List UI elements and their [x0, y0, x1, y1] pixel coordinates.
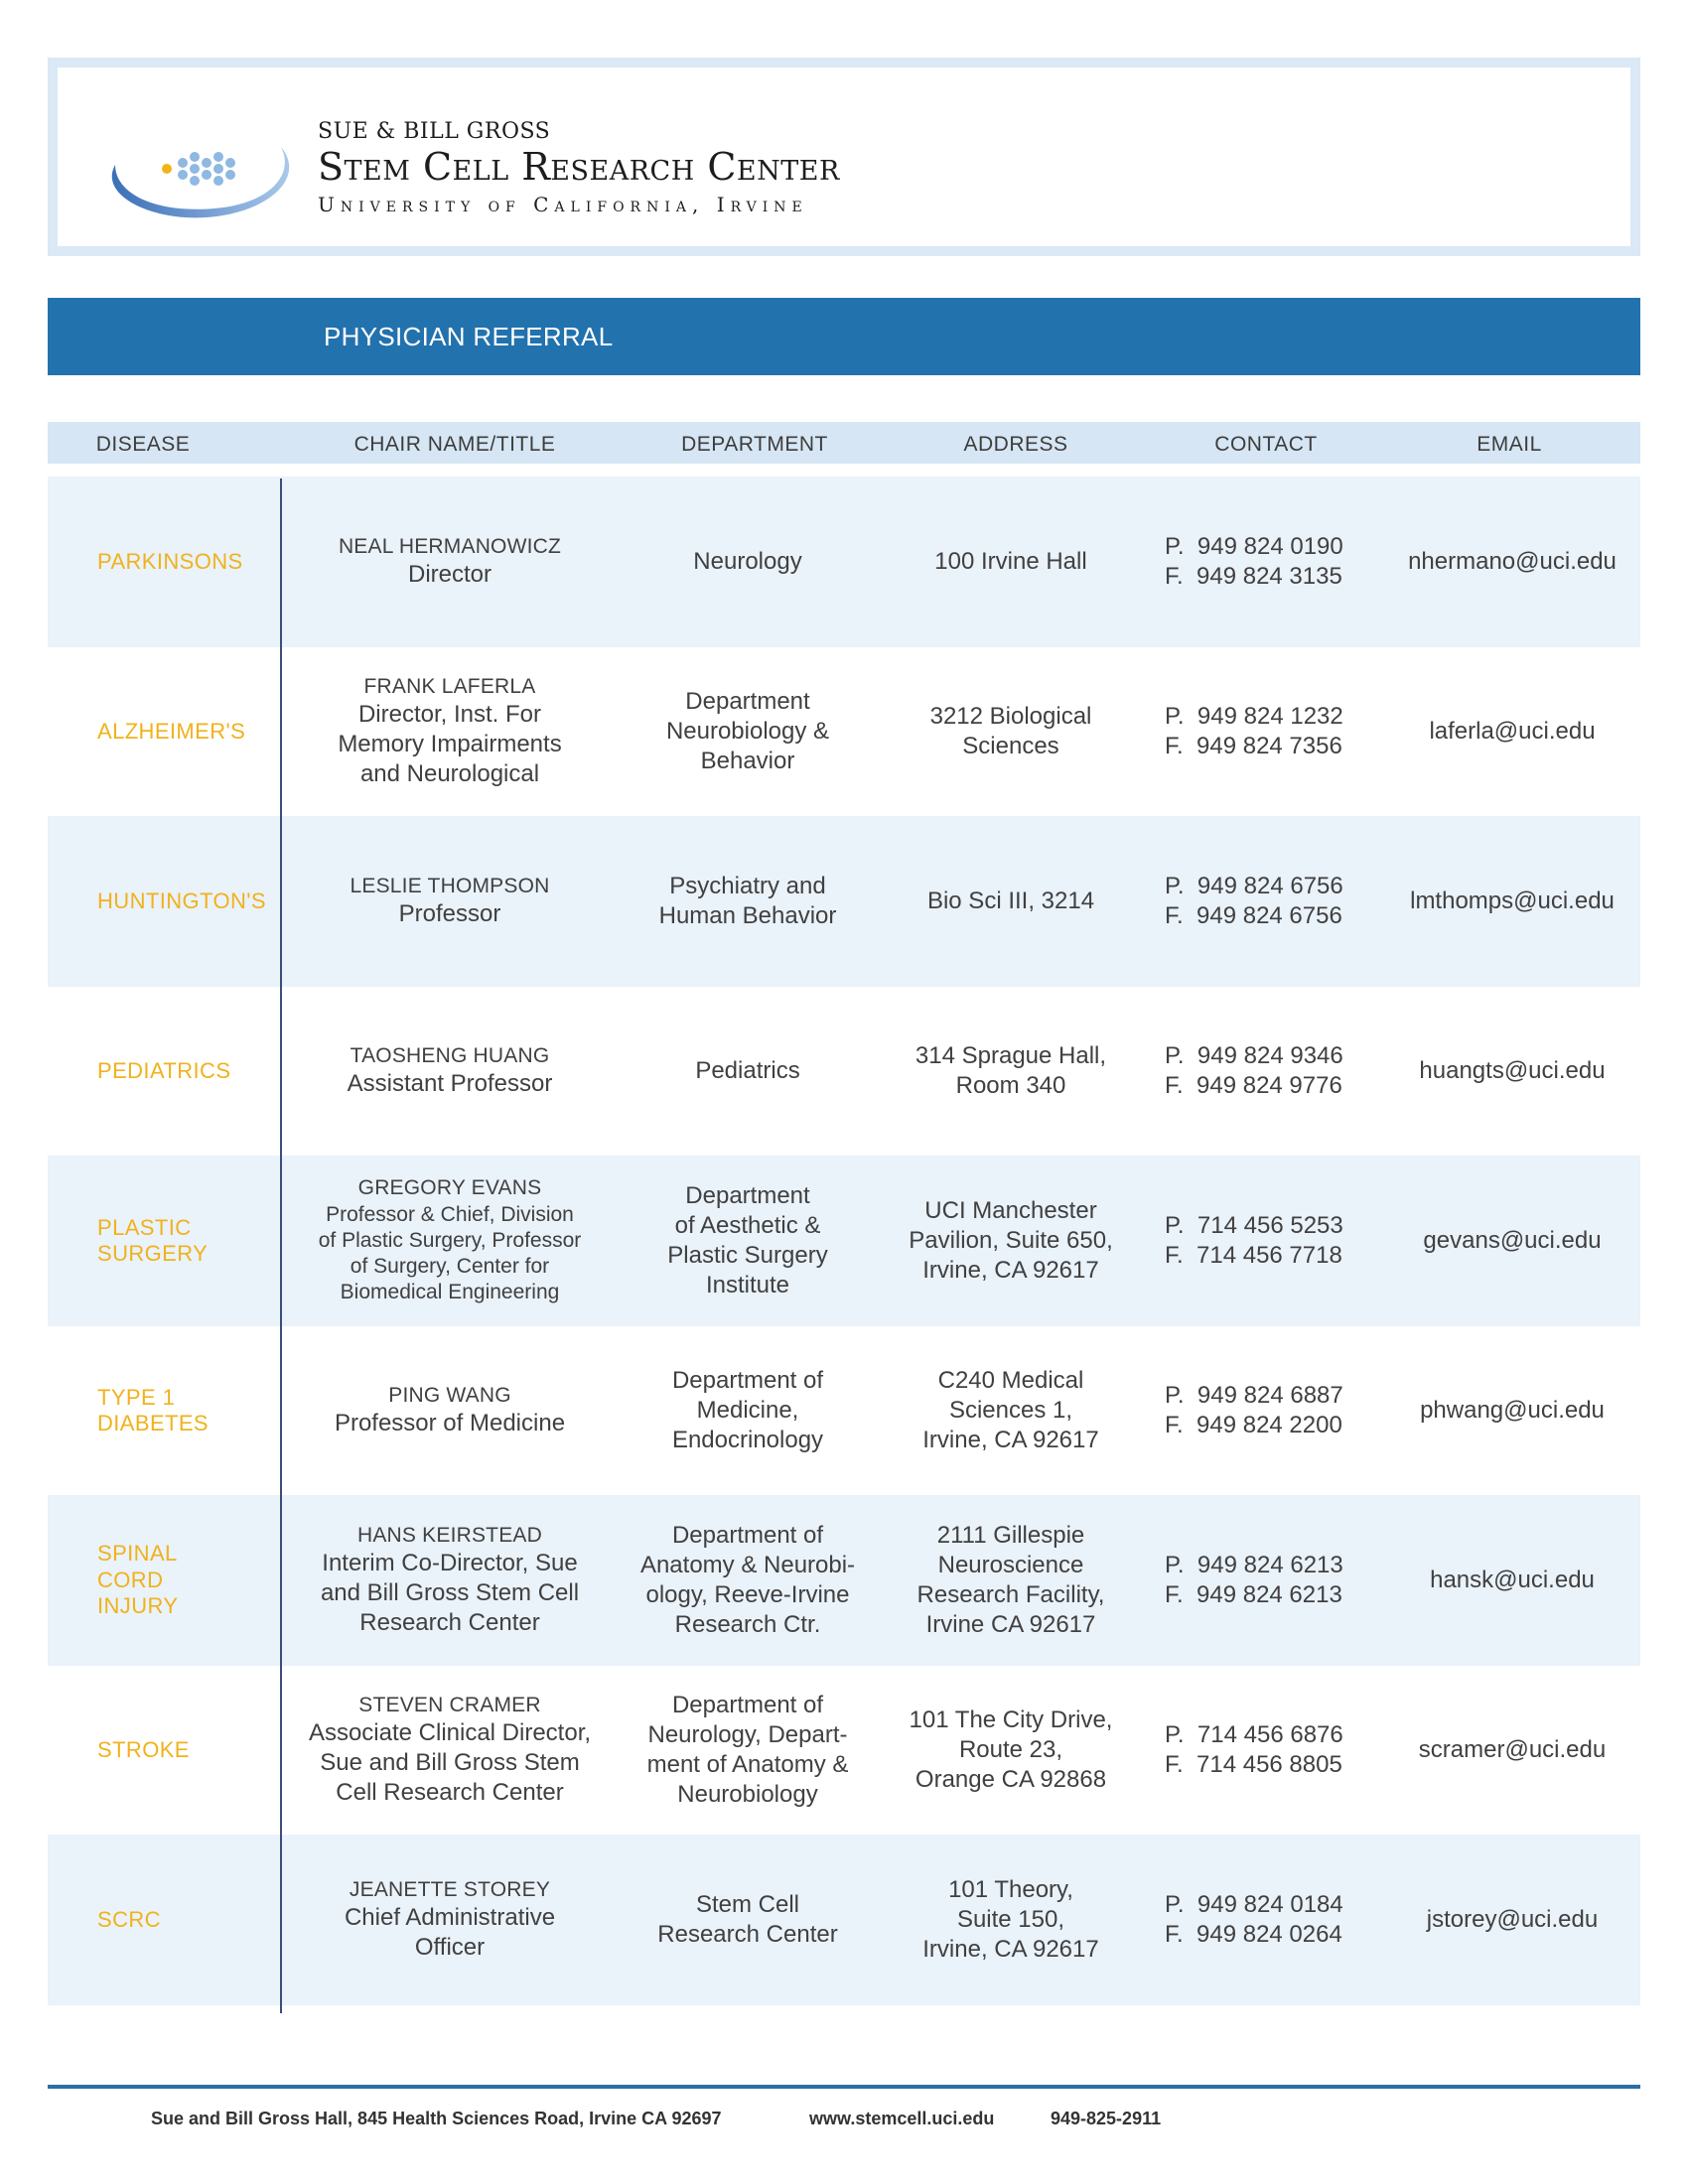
phone-number: P. 949 824 6213	[1165, 1552, 1343, 1578]
contact-cell	[1165, 1325, 1383, 1496]
department-cell: Psychiatry and Human Behavior	[658, 873, 837, 929]
phone-number: P. 714 456 5253	[1165, 1212, 1343, 1239]
footer-website[interactable]: www.stemcell.uci.edu	[809, 2109, 995, 2128]
chair-name: GREGORY EVANS	[357, 1176, 542, 1200]
chair-cell	[290, 816, 610, 987]
address-cell: 100 Irvine Hall	[934, 548, 1087, 575]
email-link[interactable]: gevans@uci.edu	[1423, 1227, 1602, 1254]
department-cell: Department Neurobiology & Behavior	[665, 688, 830, 774]
chair-name: JEANETTE STOREY	[349, 1877, 551, 1901]
address-cell: 314 Sprague Hall, Room 340	[914, 1042, 1107, 1099]
email-link[interactable]: hansk@uci.edu	[1430, 1567, 1595, 1593]
chair-cell	[290, 1495, 610, 1666]
disease-label: STROKE	[97, 1736, 190, 1762]
col-header-address: ADDRESS	[963, 433, 1068, 456]
page-title: PHYSICIAN REFERRAL	[324, 322, 614, 351]
contact-cell	[1165, 986, 1383, 1157]
fax-number: F. 949 824 9776	[1165, 1072, 1342, 1099]
department-cell: Pediatrics	[695, 1057, 800, 1084]
contact-cell	[1165, 477, 1383, 647]
department-cell: Stem Cell Research Center	[657, 1891, 838, 1948]
table-row	[48, 986, 1640, 1157]
chair-title: Professor & Chief, Division of Plastic Surgery, Professor of Surgery, Center for Biomedical Engineering	[318, 1202, 582, 1304]
phone-number: P. 714 456 6876	[1165, 1721, 1343, 1748]
department-cell: Neurology	[693, 548, 802, 575]
email-link[interactable]: scramer@uci.edu	[1418, 1736, 1607, 1763]
contact-cell	[1165, 646, 1383, 817]
table-row	[48, 1325, 1640, 1496]
disease-label: HUNTINGTON'S	[97, 887, 266, 913]
table-row	[48, 646, 1640, 817]
contact-cell	[1165, 1495, 1383, 1666]
footer-phone: 949-825-2911	[1051, 2109, 1162, 2128]
logo-line-center-name: Stem Cell Research Center	[318, 145, 840, 189]
chair-cell	[290, 1156, 610, 1326]
table-row	[48, 477, 1640, 647]
chair-title: Director	[407, 561, 492, 589]
disease-label: PARKINSONS	[97, 548, 243, 574]
header-logo-panel	[58, 68, 1630, 246]
disease-label: TYPE 1 DIABETES	[97, 1384, 210, 1435]
chair-cell	[290, 1835, 610, 2005]
chair-cell	[290, 1665, 610, 1836]
header-frame	[48, 58, 1640, 256]
chair-name: PING WANG	[388, 1383, 511, 1407]
chair-title: Professor of Medicine	[334, 1410, 566, 1437]
address-cell: 101 Theory, Suite 150, Irvine, CA 92617	[922, 1876, 1099, 1963]
phone-number: P. 949 824 9346	[1165, 1042, 1343, 1069]
disease-label: PEDIATRICS	[97, 1057, 231, 1083]
fax-number: F. 949 824 7356	[1165, 733, 1342, 759]
table-row	[48, 1495, 1640, 1666]
address-cell: Bio Sci III, 3214	[926, 887, 1095, 914]
stem-cell-logo-icon	[97, 117, 306, 226]
table-row	[48, 1835, 1640, 2005]
chair-title: Professor	[398, 900, 501, 928]
table-row	[48, 1665, 1640, 1836]
department-cell: Department of Anatomy & Neurobi- ology, Reeve-Irvine Research Ctr.	[639, 1522, 856, 1638]
email-link[interactable]: lmthomps@uci.edu	[1410, 887, 1615, 914]
contact-cell	[1165, 1835, 1383, 2005]
footer-rule	[48, 2085, 1640, 2089]
email-link[interactable]: huangts@uci.edu	[1419, 1057, 1606, 1084]
chair-cell	[290, 477, 610, 647]
footer-address: Sue and Bill Gross Hall, 845 Health Sciences Road, Irvine CA 92697	[151, 2109, 722, 2128]
phone-number: P. 949 824 1232	[1165, 703, 1343, 730]
contact-cell	[1165, 816, 1383, 987]
contact-cell	[1165, 1156, 1383, 1326]
chair-cell	[290, 986, 610, 1157]
phone-number: P. 949 824 6756	[1165, 873, 1343, 899]
department-cell: Department of Neurology, Depart- ment of Anatomy & Neurobiology	[646, 1692, 849, 1808]
fax-number: F. 949 824 0264	[1165, 1921, 1342, 1948]
email-link[interactable]: phwang@uci.edu	[1420, 1397, 1605, 1424]
chair-title: Director, Inst. For Memory Impairments and Neurological	[338, 701, 562, 788]
chair-name: TAOSHENG HUANG	[350, 1043, 550, 1067]
col-header-chair: CHAIR NAME/TITLE	[353, 433, 556, 456]
chair-name: STEVEN CRAMER	[358, 1693, 541, 1716]
col-header-contact: CONTACT	[1214, 433, 1318, 456]
address-cell: UCI Manchester Pavilion, Suite 650, Irvine, CA 92617	[909, 1197, 1113, 1284]
chair-title: Associate Clinical Director, Sue and Bill Gross Stem Cell Research Center	[308, 1719, 592, 1807]
phone-number: P. 949 824 0190	[1165, 533, 1343, 560]
col-header-disease: DISEASE	[95, 433, 191, 456]
email-link[interactable]: laferla@uci.edu	[1429, 718, 1596, 745]
fax-number: F. 714 456 8805	[1165, 1751, 1342, 1778]
fax-number: F. 714 456 7718	[1165, 1242, 1342, 1269]
table-row	[48, 816, 1640, 987]
fax-number: F. 949 824 2200	[1165, 1412, 1342, 1438]
email-link[interactable]: nhermano@uci.edu	[1408, 548, 1617, 575]
table-header	[48, 422, 1640, 464]
chair-name: HANS KEIRSTEAD	[356, 1523, 542, 1547]
fax-number: F. 949 824 3135	[1165, 563, 1342, 590]
logo-line-donors: SUE & BILL GROSS	[318, 119, 551, 144]
email-link[interactable]: jstorey@uci.edu	[1426, 1906, 1599, 1933]
fax-number: F. 949 824 6756	[1165, 902, 1342, 929]
chair-name: FRANK LAFERLA	[363, 674, 536, 698]
chair-cell	[290, 1325, 610, 1496]
col-header-email: EMAIL	[1477, 433, 1542, 456]
chair-cell	[290, 646, 610, 817]
disease-label: SCRC	[97, 1906, 161, 1932]
contact-cell	[1165, 1665, 1383, 1836]
address-cell: 2111 Gillespie Neuroscience Research Facility, Irvine CA 92617	[916, 1522, 1105, 1638]
address-cell: 101 The City Drive, Route 23, Orange CA 92868	[909, 1706, 1113, 1793]
disease-label: ALZHEIMER'S	[97, 718, 246, 744]
column-divider	[280, 478, 282, 2013]
logo-line-university: University of California, Irvine	[318, 193, 808, 216]
disease-label: PLASTIC SURGERY	[97, 1214, 209, 1266]
chair-title: Chief Administrative Officer	[344, 1904, 556, 1962]
disease-label: SPINAL CORD INJURY	[97, 1541, 179, 1619]
address-cell: C240 Medical Sciences 1, Irvine, CA 92617	[922, 1367, 1099, 1453]
chair-name: LESLIE THOMPSON	[350, 874, 550, 897]
chair-title: Assistant Professor	[347, 1070, 553, 1098]
phone-number: P. 949 824 6887	[1165, 1382, 1343, 1409]
department-cell: Department of Medicine, Endocrinology	[671, 1367, 824, 1453]
table-row	[48, 1156, 1640, 1326]
col-header-department: DEPARTMENT	[681, 433, 828, 456]
title-bar	[48, 298, 1640, 375]
phone-number: P. 949 824 0184	[1165, 1891, 1343, 1918]
fax-number: F. 949 824 6213	[1165, 1581, 1342, 1608]
department-cell: Department of Aesthetic & Plastic Surgery Institute	[667, 1182, 828, 1298]
address-cell: 3212 Biological Sciences	[929, 703, 1092, 759]
chair-name: NEAL HERMANOWICZ	[338, 534, 562, 558]
chair-title: Interim Co-Director, Sue and Bill Gross Stem Cell Research Center	[320, 1550, 580, 1637]
